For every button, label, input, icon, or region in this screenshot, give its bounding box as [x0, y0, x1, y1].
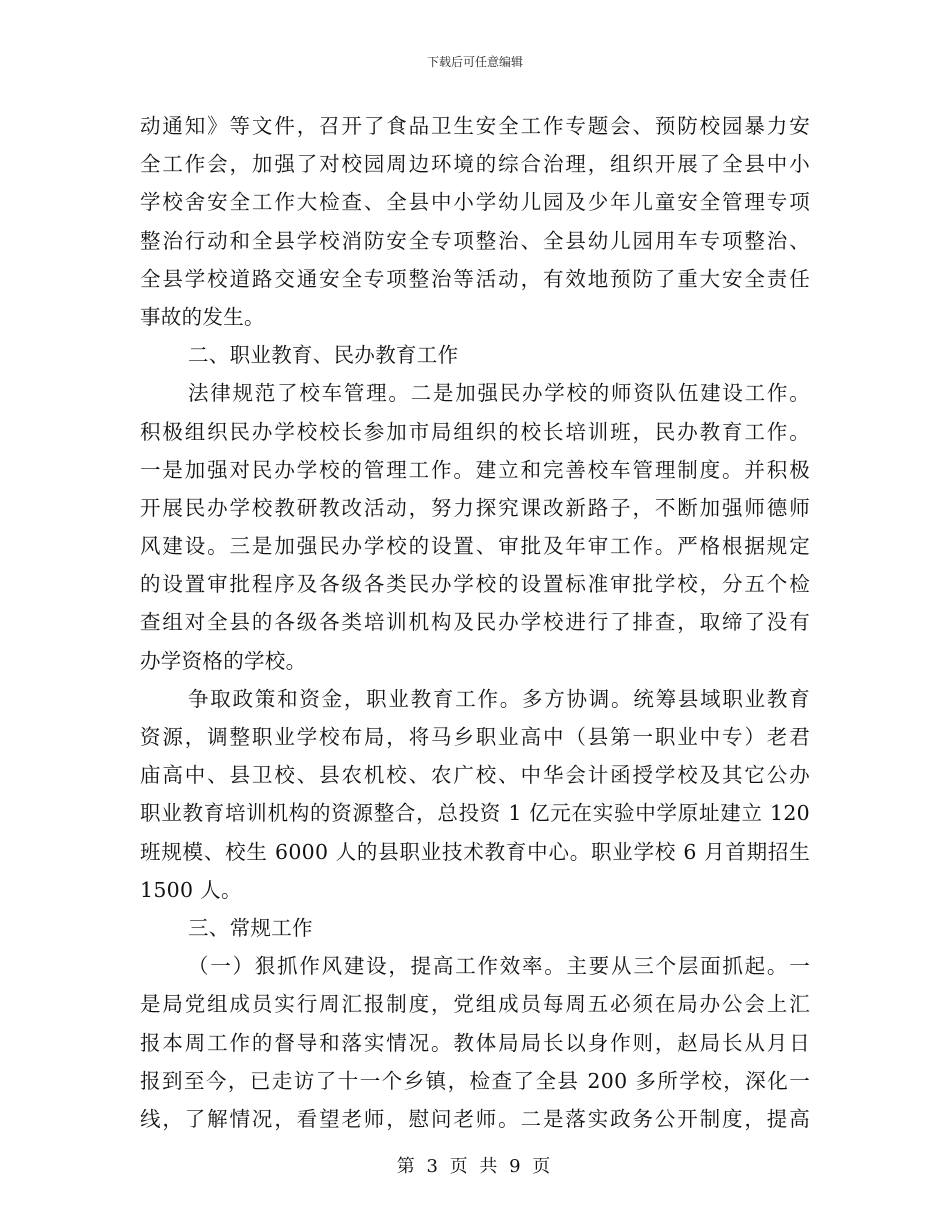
text-line: 线，了解情况，看望老师，慰问老师。二是落实政务公开制度，提高 [140, 1106, 810, 1131]
text-line: 是局党组成员实行周汇报制度，党组成员每周五必须在局办公会上汇 [140, 992, 810, 1017]
text-line: 全县学校道路交通安全专项整治等活动，有效地预防了重大安全责任 [140, 266, 810, 291]
text-line: 整治行动和全县学校消防安全专项整治、全县幼儿园用车专项整治、 [140, 228, 810, 253]
text-line: 办学资格的学校。 [140, 648, 307, 673]
text-line: 积极组织民办学校校长参加市局组织的校长培训班，民办教育工作。 [140, 419, 810, 444]
text-line: 法律规范了校车管理。二是加强民办学校的师资队伍建设工作。 [188, 381, 810, 406]
text-line: 班规模、校生 6000 人的县职业技术教育中心。职业学校 6 月首期招生 [140, 839, 810, 864]
text-line: 事故的发生。 [140, 304, 265, 329]
text-line: 三、常规工作 [188, 915, 313, 940]
text-line: 一是加强对民办学校的管理工作。建立和完善校车管理制度。并积极 [140, 457, 810, 482]
text-line: 资源，调整职业学校布局，将马乡职业高中（县第一职业中专）老君 [140, 725, 810, 749]
text-line: 争取政策和资金，职业教育工作。多方协调。统筹县域职业教育 [188, 686, 810, 711]
text-line: 二、职业教育、民办教育工作 [188, 343, 459, 368]
text-line: 的设置审批程序及各级各类民办学校的设置标准审批学校，分五个检 [140, 572, 810, 597]
text-line: 报本周工作的督导和落实情况。教体局局长以身作则，赵局长从月日 [140, 1030, 810, 1055]
text-line: 职业教育培训机构的资源整合，总投资 1 亿元在实验中学原址建立 120 [140, 801, 810, 826]
text-line: 1500 人。 [140, 877, 242, 902]
text-line: （一）狠抓作风建设，提高工作效率。主要从三个层面抓起。一 [188, 954, 810, 979]
page-number: 第 3 页 共 9 页 [396, 1156, 554, 1177]
text-line: 报到至今，已走访了十一个乡镇，检查了全县 200 多所学校，深化一 [140, 1068, 810, 1093]
text-line: 庙高中、县卫校、县农机校、农广校、中华会计函授学校及其它公办 [140, 763, 810, 788]
text-line: 学校舍安全工作大检查、全县中小学幼儿园及少年儿童安全管理专项 [140, 190, 810, 215]
text-line: 动通知》等文件，召开了食品卫生安全工作专题会、预防校园暴力安 [140, 114, 810, 138]
document-body [140, 107, 810, 1138]
text-line: 开展民办学校教研教改活动，努力探究课改新路子，不断加强师德师 [140, 495, 810, 520]
text-line: 查组对全县的各级各类培训机构及民办学校进行了排查，取缔了没有 [140, 610, 810, 635]
text-line: 全工作会，加强了对校园周边环境的综合治理，组织开展了全县中小 [140, 152, 810, 177]
text-line: 风建设。三是加强民办学校的设置、审批及年审工作。严格根据规定 [140, 534, 810, 559]
header-note: 下载后可任意编辑 [426, 55, 523, 69]
